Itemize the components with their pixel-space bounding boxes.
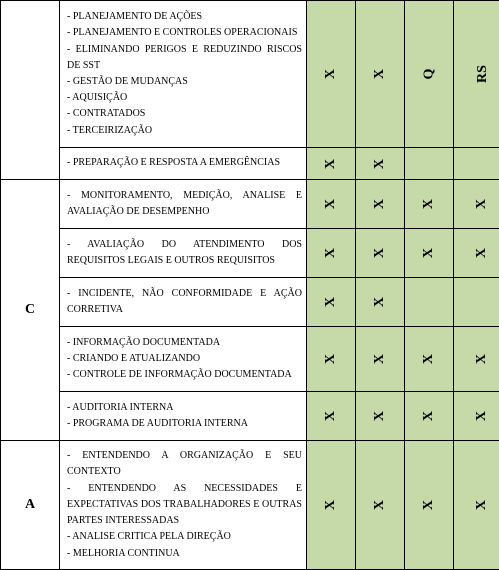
item-line: - PROGRAMA DE AUDITORIA INTERNA [67,418,248,429]
items-cell [60,278,307,327]
items-cell [60,1,307,148]
mark-text: X [421,410,436,422]
items-cell [60,148,307,180]
mark-text: X [421,499,436,511]
item-line: - CRIANDO E ATUALIZANDO [67,352,201,364]
items-cell [60,441,307,570]
item-line: - ANALISE CRITICA PELA DIREÇÃO [67,531,231,543]
mark-text: X [372,158,387,169]
item-line: - CONTRATADOS [67,108,146,120]
items-cell [60,180,307,229]
mark-cell [405,327,454,392]
mark-cell [307,148,356,180]
mark-cell [454,229,499,278]
mark-cell [405,392,454,441]
mark-text: X [372,198,387,210]
mark-cell [356,1,405,148]
mark-cell [307,441,356,570]
mark-text: X [421,353,436,365]
mark-cell [454,180,499,229]
item-line: - INCIDENTE, NÃO CONFORMIDADE E AÇÃO CORRETIVA [67,287,302,315]
mark-text: X [323,198,338,210]
mark-cell [405,148,454,180]
mark-text: X [323,499,338,511]
mark-cell [454,148,499,180]
items-cell [60,327,307,392]
mark-cell [405,441,454,570]
mark-cell [356,180,405,229]
mark-cell [307,392,356,441]
mark-text: X [323,296,338,308]
mark-cell [356,278,405,327]
item-line: - INFORMAÇÃO DOCUMENTADA [67,336,221,348]
mark-text: X [323,353,338,365]
mark-text: X [474,499,490,511]
mark-cell [454,1,499,148]
item-line: - AQUISIÇÃO [67,92,128,104]
table-row [1,1,499,148]
mark-text: X [372,410,387,422]
mark-text: X [474,353,490,365]
table-row [1,327,499,392]
mark-text: X [372,68,387,80]
items-cell [60,229,307,278]
item-line: - CONTROLE DE INFORMAÇÃO DOCUMENTADA [67,369,292,381]
mark-cell [356,392,405,441]
items-cell [60,392,307,441]
mark-cell [454,278,499,327]
mark-cell [356,148,405,180]
mark-text: X [372,499,387,511]
item-line: - MONITORAMENTO, MEDIÇÃO, ANALISE E AVALIAÇÃO DE DESEMPENHO [67,189,302,217]
mark-cell [356,441,405,570]
mark-cell [405,278,454,327]
phase-cell [1,1,60,180]
item-line: - AVALIAÇÃO DO ATENDIMENTO DOS REQUISITOS LEGAIS E OUTROS REQUISITOS [67,238,302,266]
item-line: - PREPARAÇÃO E RESPOSTA A EMERGÊNCIAS [67,157,281,169]
mark-cell [454,441,499,570]
mark-text: X [421,198,436,210]
table-row [1,392,499,441]
mark-text: X [323,158,338,169]
table-row [1,441,499,570]
mark-cell [405,1,454,148]
table-row [1,148,499,180]
table-row [1,180,499,229]
mark-text: X [372,296,387,308]
item-line: - ENTENDENDO AS NECESSIDADES E EXPECTATIVAS DOS TRABALHADORES E OUTRAS PARTES INTERESSADAS [67,482,302,527]
item-line: - TERCEIRIZAÇÃO [67,124,153,136]
table-row [1,229,499,278]
mark-text: X [421,247,436,259]
mark-cell [307,327,356,392]
item-line: - ELIMINANDO PERIGOS E REDUZINDO RISCOS DE SST [67,43,302,71]
mark-text: Q [420,68,436,80]
mark-text: X [474,410,490,422]
mark-text: X [323,68,338,80]
table-row [1,278,499,327]
mark-cell [405,229,454,278]
item-line: - PLANEJAMENTO DE AÇÕES [67,11,203,23]
item-line: - MELHORIA CONTINUA [67,547,180,559]
mark-text: X [323,247,338,259]
mark-text: X [474,247,490,259]
item-line: - AUDITORIA INTERNA [67,401,174,413]
mark-cell [356,327,405,392]
mark-cell [405,180,454,229]
mark-cell [307,180,356,229]
phase-cell: C [1,180,60,441]
mark-text: X [372,353,387,365]
mark-cell [454,392,499,441]
mark-cell [454,327,499,392]
phase-cell: A [1,441,60,570]
mark-cell [307,229,356,278]
mark-text: X [372,247,387,259]
mark-text: X [474,198,490,210]
mark-cell [356,229,405,278]
mark-cell [307,1,356,148]
item-line: - ENTENDENDO A ORGANIZAÇÃO E SEU CONTEXTO [67,450,302,478]
mark-text: X [323,410,338,422]
item-line: - PLANEJAMENTO E CONTROLES OPERACIONAIS [67,27,298,39]
mark-cell [307,278,356,327]
mark-text: RS [474,65,490,83]
item-line: - GESTÃO DE MUDANÇAS [67,76,188,87]
